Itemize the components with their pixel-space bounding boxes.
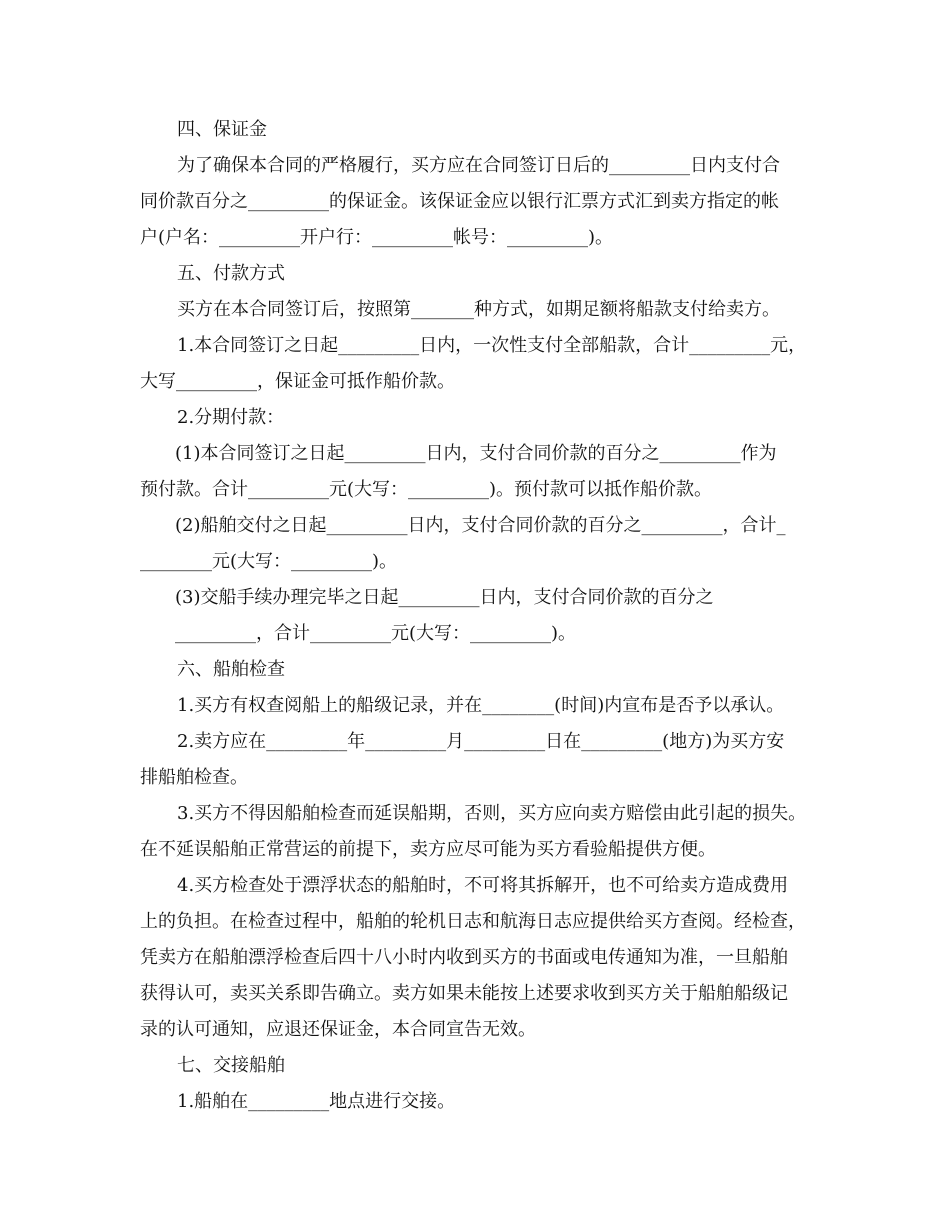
paragraph-line: 预付款。合计_________元(大写：_________)。预付款可以抵作船价款。 — [140, 479, 713, 500]
section-heading-inspection: 六、船舶检查 — [177, 659, 285, 680]
paragraph-line: 凭卖方在船舶漂浮检查后四十八小时内收到买方的书面或电传通知为准，一旦船舶 — [140, 947, 788, 968]
paragraph-line: 买方在本合同签订后，按照第_______种方式，如期足额将船款支付给卖方。 — [177, 299, 780, 320]
section-heading-payment: 五、付款方式 — [177, 263, 285, 284]
paragraph-line: 户(户名：_________开户行：_________帐号：_________)。 — [140, 227, 614, 248]
paragraph-line: (1)本合同签订之日起_________日内，支付合同价款的百分之_________作为 — [175, 443, 777, 464]
paragraph-line: _________，合计_________元(大写：_________)。 — [175, 623, 577, 644]
paragraph-line: 上的负担。在检查过程中，船舶的轮机日志和航海日志应提供给买方查阅。经检查， — [140, 911, 806, 932]
paragraph-line: 1.本合同签订之日起_________日内，一次性支付全部船款，合计_________元， — [177, 335, 807, 356]
paragraph-line: ________元(大写：_________)。 — [140, 551, 398, 572]
paragraph-line: 大写_________，保证金可抵作船价款。 — [140, 371, 455, 392]
paragraph-line: 录的认可通知，应退还保证金，本合同宣告无效。 — [140, 1019, 536, 1040]
paragraph-line: 4.买方检查处于漂浮状态的船舶时，不可将其拆解开，也不可给卖方造成费用 — [177, 875, 789, 896]
section-heading-deposit: 四、保证金 — [177, 119, 267, 140]
paragraph-line: 1.买方有权查阅船上的船级记录，并在________(时间)内宣布是否予以承认。 — [177, 695, 785, 716]
paragraph-line: 1.船舶在_________地点进行交接。 — [177, 1091, 456, 1112]
paragraph-line: 同价款百分之_________的保证金。该保证金应以银行汇票方式汇到卖方指定的帐 — [140, 191, 779, 212]
paragraph-line: 在不延误船舶正常营运的前提下，卖方应尽可能为买方看验船提供方便。 — [140, 839, 716, 860]
paragraph-line: 2.卖方应在_________年_________月_________日在_________(地方)为买方安 — [177, 731, 785, 752]
section-heading-handover: 七、交接船舶 — [177, 1055, 285, 1076]
paragraph-line: (3)交船手续办理完毕之日起_________日内，支付合同价款的百分之 — [175, 587, 714, 608]
paragraph-line: (2)船舶交付之日起_________日内，支付合同价款的百分之_________，合计_ — [175, 515, 786, 536]
paragraph-line: 2.分期付款： — [177, 407, 285, 428]
paragraph-line: 排船舶检查。 — [140, 767, 248, 788]
paragraph-line: 3.买方不得因船舶检查而延误船期，否则，买方应向卖方赔偿由此引起的损失。 — [177, 803, 807, 824]
paragraph-line: 为了确保本合同的严格履行，买方应在合同签订日后的_________日内支付合 — [177, 155, 780, 176]
paragraph-line: 获得认可，卖买关系即告确立。卖方如果未能按上述要求收到买方关于船舶船级记 — [140, 983, 788, 1004]
